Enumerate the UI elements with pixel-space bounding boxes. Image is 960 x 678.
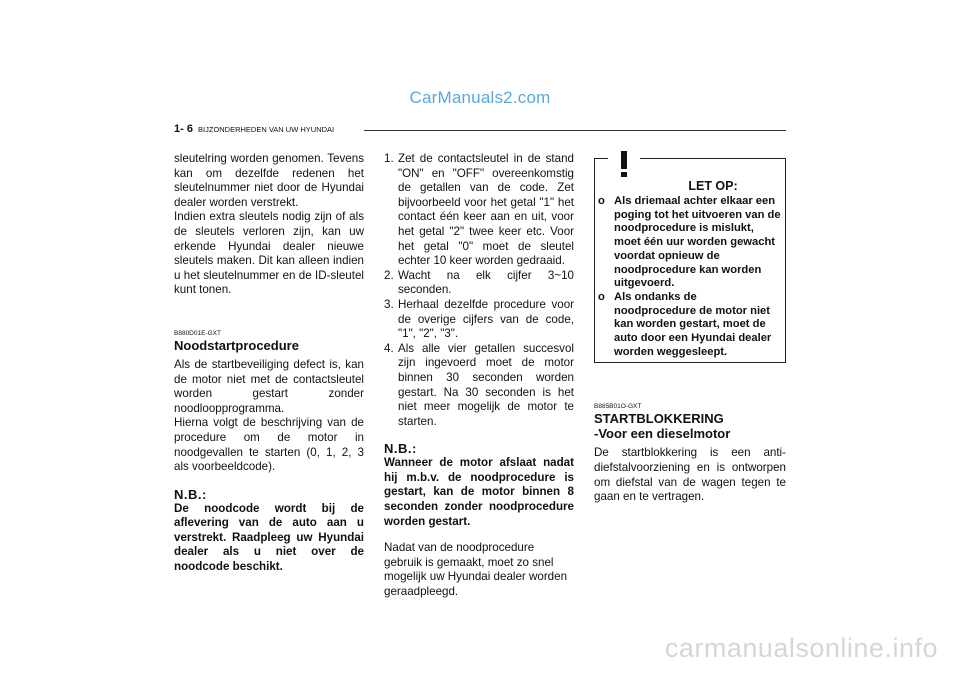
list-item — [384, 342, 574, 430]
warning-box — [594, 158, 786, 363]
page-number: 1- 6 — [174, 123, 193, 135]
step-text: Wacht na elk cijfer 3~10 seconden. — [398, 268, 574, 297]
warning-icon — [608, 149, 640, 179]
paragraph: Indien extra sleutels nodig zijn of als de sleutels verloren zijn, kan uw erkende Hyundai dealer nieuwe sleutels maken. Dit kan alleen indien u het sleutelnummer en de ID-sleutel kunt tonen. — [174, 210, 364, 297]
paragraph: sleutelring worden genomen. Tevens kan om dezelfde redenen het sleutelnummer niet door de Hyundai dealer worden verstrekt. — [174, 152, 364, 209]
step-number: 1. — [384, 152, 394, 165]
paragraph: Als de startbeveiliging defect is, kan de motor niet met de contactsleutel worden gestart zonder noodloopprogramma. — [174, 357, 364, 415]
warning-header — [598, 163, 781, 195]
list-item — [598, 195, 781, 291]
list-item — [384, 152, 574, 269]
procedure-steps — [384, 152, 574, 429]
paragraph: Nadat van de noodprocedure gebruik is gemaakt, moet zo snel mogelijk uw Hyundai dealer worden geraadpleegd. — [384, 541, 568, 599]
paragraph: De startblokkering is een anti-diefstalvoorziening en is ontworpen om diefstal van de wagen tegen te gaan en te vertragen. — [594, 446, 786, 504]
warning-text: Als ondanks de noodprocedure de motor niet kan worden gestart, moet de auto door een Hyundai dealer worden weggesleept. — [614, 290, 772, 358]
page-header — [174, 123, 786, 139]
paragraph: Hierna volgt de beschrijving van de procedure om de motor in noodgevallen te starten (0, 1, 2, 3 als voorbeeldcode). — [174, 416, 364, 474]
list-item — [384, 269, 574, 298]
watermark-bottom: carmanualsonline.info — [664, 633, 938, 663]
step-text: Herhaal dezelfde procedure voor de overige cijfers van de code, "1", "2", "3". — [398, 297, 574, 341]
section-heading: Noodstartprocedure — [174, 337, 299, 353]
list-item — [598, 291, 781, 360]
note-text: Wanneer de motor afslaat nadat hij m.b.v. de noodprocedure is gestart, kan de motor binnen 8 seconden zonder noodprocedure worden gestart. — [384, 456, 574, 528]
warning-title: LET OP: — [688, 179, 738, 193]
warning-text: Als driemaal achter elkaar een poging tot het uitvoeren van de noodprocedure is mislukt, moet één uur worden gewacht voordat opnieuw de noodprocedure kan worden uitgevoerd. — [614, 195, 781, 290]
bullet: o — [598, 195, 605, 207]
column-1 — [174, 152, 364, 575]
section-code: B885B01O-GXT — [594, 403, 642, 411]
step-number: 2. — [384, 268, 394, 282]
section-heading: STARTBLOKKERING — [594, 411, 724, 427]
header-rule — [364, 130, 786, 131]
watermark-top: CarManuals2.com — [409, 88, 551, 107]
step-text: Zet de contactsleutel in de stand "ON" en "OFF" overeenkomstig de getallen van de code. Zet bijvoorbeeld voor het getal "1" het contact één keer aan en uit, voor het getal "2" twee keer etc. Voor het getal "0" moet de sleutel echter 10 keer worden gedraaid. — [398, 152, 574, 268]
step-text: Als alle vier getallen succesvol zijn ingevoerd moet de motor binnen 30 seconden worden gestart. Na 30 seconden is het niet meer mogelijk de motor te starten. — [398, 341, 574, 428]
step-number: 4. — [384, 341, 394, 355]
list-item — [384, 298, 574, 342]
bullet: o — [598, 290, 605, 303]
section-subheading: -Voor een dieselmotor — [594, 426, 731, 442]
note-text: De noodcode wordt bij de aflevering van de auto aan u verstrekt. Raadpleeg uw Hyundai dealer als u niet over de noodcode beschikt. — [174, 501, 364, 574]
note-title: N.B.: — [174, 486, 207, 502]
note-title: N.B.: — [384, 441, 417, 457]
column-2 — [384, 152, 574, 600]
section-code: B880D01E-GXT — [174, 329, 221, 337]
column-3 — [594, 152, 786, 505]
step-number: 3. — [384, 297, 394, 311]
warning-list — [598, 195, 781, 359]
section-title: BIJZONDERHEDEN VAN UW HYUNDAI — [198, 125, 335, 134]
